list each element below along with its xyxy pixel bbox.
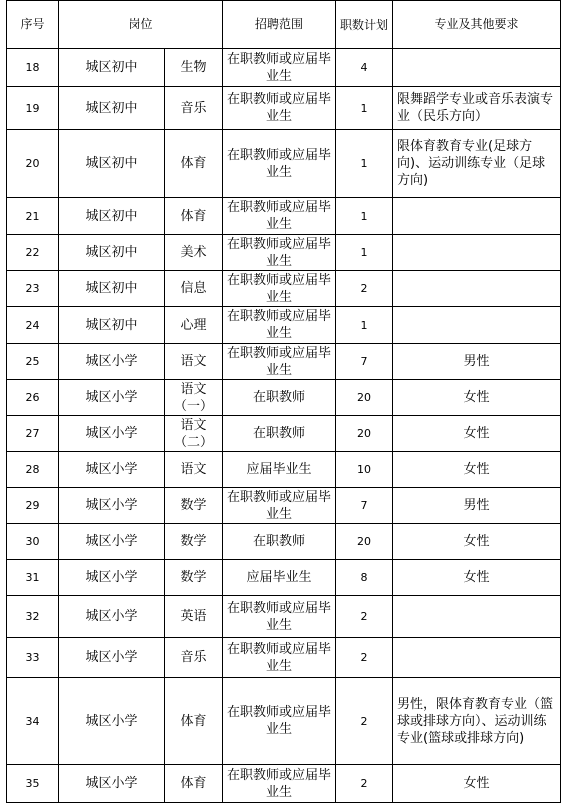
cell-requirements — [393, 638, 561, 678]
cell-subject: 体育 — [165, 765, 223, 803]
table-row — [7, 560, 561, 596]
cell-subject: 数学 — [165, 524, 223, 560]
cell-seq: 23 — [7, 271, 59, 307]
cell-school: 城区小学 — [59, 452, 165, 488]
cell-seq: 22 — [7, 235, 59, 271]
cell-requirements: 限舞蹈学专业或音乐表演专业（民乐方向） — [393, 87, 561, 130]
cell-quota: 4 — [336, 49, 393, 87]
cell-subject: 美术 — [165, 235, 223, 271]
cell-scope: 在职教师或应届毕业生 — [223, 638, 336, 678]
cell-school: 城区小学 — [59, 344, 165, 380]
cell-subject: 语文 — [165, 344, 223, 380]
cell-quota: 7 — [336, 344, 393, 380]
cell-requirements: 女性 — [393, 765, 561, 803]
cell-subject: 体育 — [165, 130, 223, 198]
cell-scope: 在职教师或应届毕业生 — [223, 235, 336, 271]
cell-seq: 18 — [7, 49, 59, 87]
cell-school: 城区小学 — [59, 560, 165, 596]
cell-seq: 24 — [7, 307, 59, 344]
cell-quota: 2 — [336, 765, 393, 803]
cell-scope: 应届毕业生 — [223, 452, 336, 488]
cell-subject: 数学 — [165, 488, 223, 524]
table-row — [7, 49, 561, 87]
cell-quota: 1 — [336, 235, 393, 271]
cell-quota: 1 — [336, 307, 393, 344]
cell-quota: 10 — [336, 452, 393, 488]
cell-subject: 音乐 — [165, 638, 223, 678]
cell-seq: 21 — [7, 198, 59, 235]
cell-scope: 应届毕业生 — [223, 560, 336, 596]
cell-subject: 信息 — [165, 271, 223, 307]
table-row — [7, 452, 561, 488]
cell-seq: 28 — [7, 452, 59, 488]
cell-school: 城区小学 — [59, 678, 165, 765]
cell-school: 城区小学 — [59, 488, 165, 524]
cell-scope: 在职教师 — [223, 380, 336, 416]
cell-school: 城区初中 — [59, 271, 165, 307]
cell-scope: 在职教师或应届毕业生 — [223, 678, 336, 765]
cell-quota: 20 — [336, 416, 393, 452]
table-row — [7, 380, 561, 416]
cell-requirements: 女性 — [393, 416, 561, 452]
cell-subject: 英语 — [165, 596, 223, 638]
cell-scope: 在职教师 — [223, 416, 336, 452]
cell-scope: 在职教师或应届毕业生 — [223, 130, 336, 198]
cell-school: 城区初中 — [59, 235, 165, 271]
cell-requirements: 女性 — [393, 560, 561, 596]
cell-requirements: 男性 — [393, 488, 561, 524]
cell-school: 城区小学 — [59, 380, 165, 416]
cell-subject: 语文（一） — [165, 380, 223, 416]
cell-subject: 语文（二） — [165, 416, 223, 452]
table-row — [7, 488, 561, 524]
cell-quota: 8 — [336, 560, 393, 596]
table-row — [7, 416, 561, 452]
table-row — [7, 524, 561, 560]
cell-seq: 26 — [7, 380, 59, 416]
cell-school: 城区小学 — [59, 416, 165, 452]
cell-subject: 体育 — [165, 678, 223, 765]
cell-requirements — [393, 235, 561, 271]
table-row — [7, 307, 561, 344]
header-scope: 招聘范围 — [223, 1, 336, 49]
cell-scope: 在职教师或应届毕业生 — [223, 198, 336, 235]
cell-seq: 33 — [7, 638, 59, 678]
header-quota: 职数计划 — [336, 1, 393, 49]
table-row — [7, 235, 561, 271]
cell-school: 城区初中 — [59, 198, 165, 235]
header-seq: 序号 — [7, 1, 59, 49]
cell-school: 城区小学 — [59, 596, 165, 638]
cell-scope: 在职教师或应届毕业生 — [223, 765, 336, 803]
cell-requirements: 男性 — [393, 344, 561, 380]
cell-requirements: 女性 — [393, 524, 561, 560]
cell-seq: 19 — [7, 87, 59, 130]
cell-quota: 20 — [336, 524, 393, 560]
cell-subject: 心理 — [165, 307, 223, 344]
recruitment-table — [6, 0, 561, 803]
header-position: 岗位 — [59, 1, 223, 49]
cell-subject: 生物 — [165, 49, 223, 87]
cell-subject: 体育 — [165, 198, 223, 235]
cell-seq: 31 — [7, 560, 59, 596]
cell-school: 城区初中 — [59, 307, 165, 344]
cell-scope: 在职教师或应届毕业生 — [223, 307, 336, 344]
cell-scope: 在职教师或应届毕业生 — [223, 49, 336, 87]
table-row — [7, 130, 561, 198]
table-row — [7, 344, 561, 380]
cell-quota: 1 — [336, 130, 393, 198]
cell-requirements — [393, 49, 561, 87]
table-row — [7, 678, 561, 765]
cell-quota: 2 — [336, 678, 393, 765]
cell-scope: 在职教师或应届毕业生 — [223, 87, 336, 130]
table-row — [7, 765, 561, 803]
cell-requirements: 女性 — [393, 452, 561, 488]
cell-school: 城区初中 — [59, 130, 165, 198]
cell-seq: 25 — [7, 344, 59, 380]
cell-seq: 30 — [7, 524, 59, 560]
header-requirements: 专业及其他要求 — [393, 1, 561, 49]
cell-seq: 32 — [7, 596, 59, 638]
cell-quota: 20 — [336, 380, 393, 416]
cell-subject: 语文 — [165, 452, 223, 488]
cell-requirements — [393, 271, 561, 307]
cell-requirements — [393, 198, 561, 235]
cell-seq: 29 — [7, 488, 59, 524]
table-row — [7, 638, 561, 678]
cell-seq: 27 — [7, 416, 59, 452]
cell-seq: 35 — [7, 765, 59, 803]
cell-requirements: 男性，限体育教育专业（篮球或排球方向）、运动训练专业(篮球或排球方向) — [393, 678, 561, 765]
cell-subject: 音乐 — [165, 87, 223, 130]
cell-school: 城区初中 — [59, 87, 165, 130]
cell-seq: 20 — [7, 130, 59, 198]
cell-quota: 2 — [336, 596, 393, 638]
cell-school: 城区小学 — [59, 765, 165, 803]
cell-requirements: 女性 — [393, 380, 561, 416]
table-body — [7, 49, 561, 803]
cell-quota: 1 — [336, 198, 393, 235]
table-row — [7, 271, 561, 307]
cell-requirements — [393, 596, 561, 638]
table-row — [7, 596, 561, 638]
cell-scope: 在职教师或应届毕业生 — [223, 344, 336, 380]
cell-quota: 7 — [336, 488, 393, 524]
cell-requirements: 限体育教育专业(足球方向)、运动训练专业（足球方向) — [393, 130, 561, 198]
cell-seq: 34 — [7, 678, 59, 765]
cell-subject: 数学 — [165, 560, 223, 596]
header-row — [7, 1, 561, 49]
cell-scope: 在职教师或应届毕业生 — [223, 271, 336, 307]
cell-school: 城区小学 — [59, 524, 165, 560]
cell-scope: 在职教师 — [223, 524, 336, 560]
table-row — [7, 198, 561, 235]
cell-requirements — [393, 307, 561, 344]
cell-quota: 2 — [336, 271, 393, 307]
table-row — [7, 87, 561, 130]
cell-scope: 在职教师或应届毕业生 — [223, 488, 336, 524]
cell-school: 城区小学 — [59, 638, 165, 678]
cell-quota: 1 — [336, 87, 393, 130]
cell-scope: 在职教师或应届毕业生 — [223, 596, 336, 638]
cell-quota: 2 — [336, 638, 393, 678]
cell-school: 城区初中 — [59, 49, 165, 87]
